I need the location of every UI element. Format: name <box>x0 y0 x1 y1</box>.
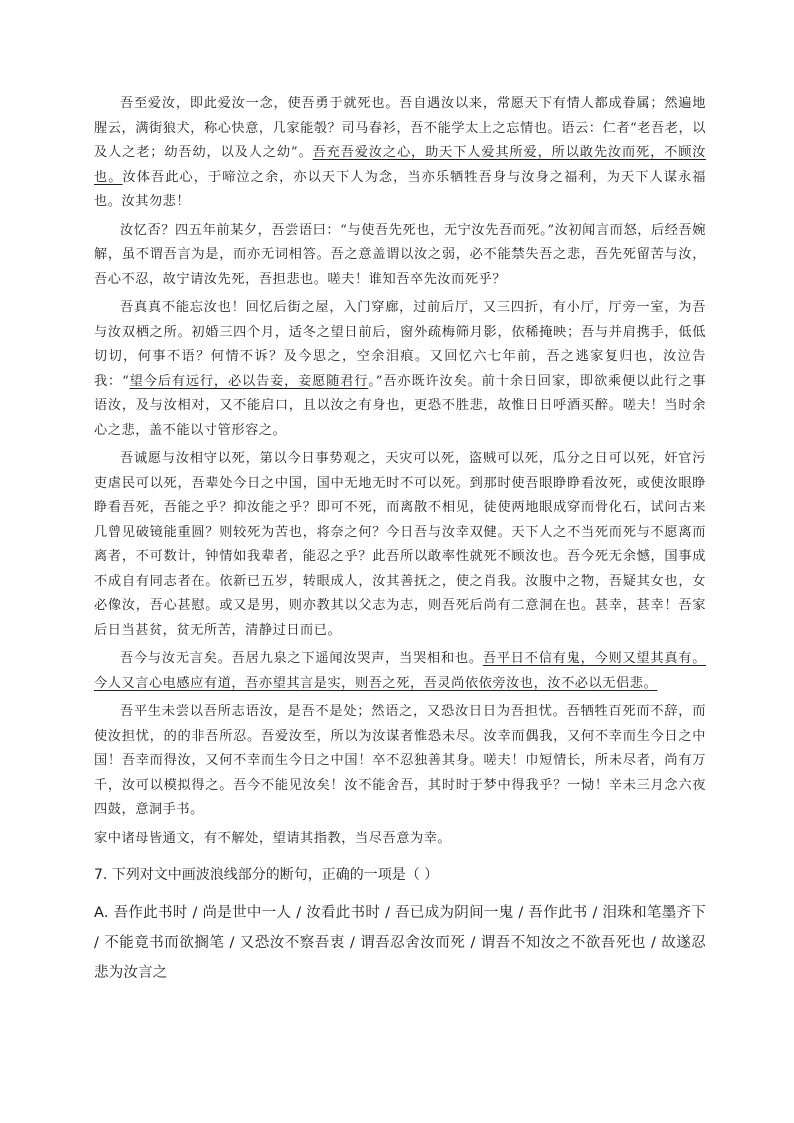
underlined-text: 望今后有远行，必以告妾，妾愿随君行 <box>129 373 369 389</box>
underlined-text: 吾平日不信有鬼，今则又望其真有。今人又言心电感应有道，吾亦望其言是实，则吾之死，吾灵尚依依旁汝也，汝不必以无侣悲。 <box>94 651 706 691</box>
paragraph-6 <box>94 700 706 823</box>
question-title: 7. 下列对文中画波浪线部分的断句，正确的一项是（ ） <box>94 867 439 883</box>
paragraph-text: 。”吾亦既许汝矣。前十余日回家，即欲乘便以此行之事语汝，及与汝相对，又不能启口，且以汝之有身也，更恐不胜悲，故惟日日呼酒买醉。嗟夫！当时余心之悲，盖不能以寸管形容之。 <box>94 373 706 438</box>
paragraph-5 <box>94 647 706 696</box>
paragraph-text: 吾平生未尝以吾所志语汝，是吾不是处；然语之，又恐汝日日为吾担忧。吾牺牲百死而不辞，而使汝担忧，的的非吾所忍。吾爱汝至，所以为汝谋者惟恐未尽。汝幸而偶我，又何不幸而生今日之中国！吾幸而得汝，又何不幸而生今日之中国！卒不忍独善其身。嗟夫！巾短情长，所未尽者，尚有万千，汝可以模拟得之。吾今不能见汝矣！汝不能舍吾，其时时于梦中得我乎？一恸！辛未三月念六夜四鼓，意洞手书。 <box>94 704 706 817</box>
footnote: 家中诸母皆通文，有不解处，望请其指教，当尽吾意为幸。 <box>94 830 452 846</box>
paragraph-4 <box>94 447 706 643</box>
paragraph-text: 吾真真不能忘汝也！回忆后街之屋，入门穿廊，过前后厅，又三四折，有小厅，厅旁一室，为吾与汝双栖之所。初婚三四个月，适冬之望日前后，窗外疏梅筛月影，依稀掩映；吾与并肩携手，低低切切，何事不语？何情不诉？及今思之，空余泪痕。又回忆六七年前，吾之逃家复归也，汝泣告我：“ <box>94 300 706 389</box>
paragraph-1 <box>94 92 706 215</box>
paragraph-text: 吾今与汝无言矣。吾居九泉之下遥闻汝哭声，当哭相和也。 <box>120 651 483 666</box>
paragraph-text: 汝体吾此心，于啼泣之余，亦以天下人为念，当亦乐牺牲吾身与汝身之福利，为天下人谋永福也。汝其勿悲！ <box>94 169 707 209</box>
paragraph-2 <box>94 219 706 293</box>
underlined-text: 吾充吾爱汝之心，助天下人爱其所爱，所以敢先汝而死，不顾汝也。 <box>94 145 706 185</box>
paragraph-text: 吾至爱汝，即此爱汝一念，使吾勇于就死也。吾自遇汝以来，常愿天下有情人都成眷属；然遍地腥云，满街狼犬，称心快意，几家能彀？司马春衫，吾不能学太上之忘情也。语云：仁者“老吾老，以及人之老；幼吾幼，以及人之幼”。 <box>94 96 706 160</box>
paragraph-text: 吾诚愿与汝相守以死，第以今日事势观之，天灾可以死，盗贼可以死，瓜分之日可以死，奸官污吏虐民可以死，吾辈处今日之中国，国中无地无时不可以死。到那时使吾眼睁睁看汝死，或使汝眼睁睁看吾死，吾能之乎？抑汝能之乎？即可不死，而离散不相见，徒使两地眼成穿而骨化石，试问古来几曾见破镜能重圆？则较死为苦也，将奈之何？今日吾与汝幸双健。天下人之不当死而死与不愿离而离者，不可数计，钟情如我辈者，能忍之乎？此吾所以敢率性就死不顾汝也。吾今死无余憾，国事成不成自有同志者在。依新已五岁，转眼成人，汝其善抚之，使之肖我。汝腹中之物，吾疑其女也，女必像汝，吾心甚慰。或又是男，则亦教其以父志为志，则吾死后尚有二意洞在也。甚幸，甚幸！吾家后日当甚贫，贫无所苦，清静过日而已。 <box>94 451 706 638</box>
paragraph-3 <box>94 296 706 443</box>
paragraph-text: 汝忆否？四五年前某夕，吾尝语曰：“与使吾先死也，无宁汝先吾而死。”汝初闻言而怒，后经吾婉解，虽不谓吾言为是，而亦无词相答。吾之意盖谓以汝之弱，必不能禁失吾之悲，吾先死留苦与汝，吾心不忍，故宁请汝先死，吾担悲也。嗟夫！谁知吾卒先汝而死乎？ <box>94 222 706 287</box>
document-page <box>94 92 706 988</box>
option-a[interactable]: A. 吾作此书时 / 尚是世中一人 / 汝看此书时 / 吾已成为阴间一鬼 / 吾作此书 / 泪珠和笔墨齐下 / 不能竟书而欲搁笔 / 又恐汝不察吾衷 / 谓吾忍舍汝而死 / 谓吾不知汝之不欲吾死也 / 故遂忍悲为汝言之 <box>94 905 706 981</box>
